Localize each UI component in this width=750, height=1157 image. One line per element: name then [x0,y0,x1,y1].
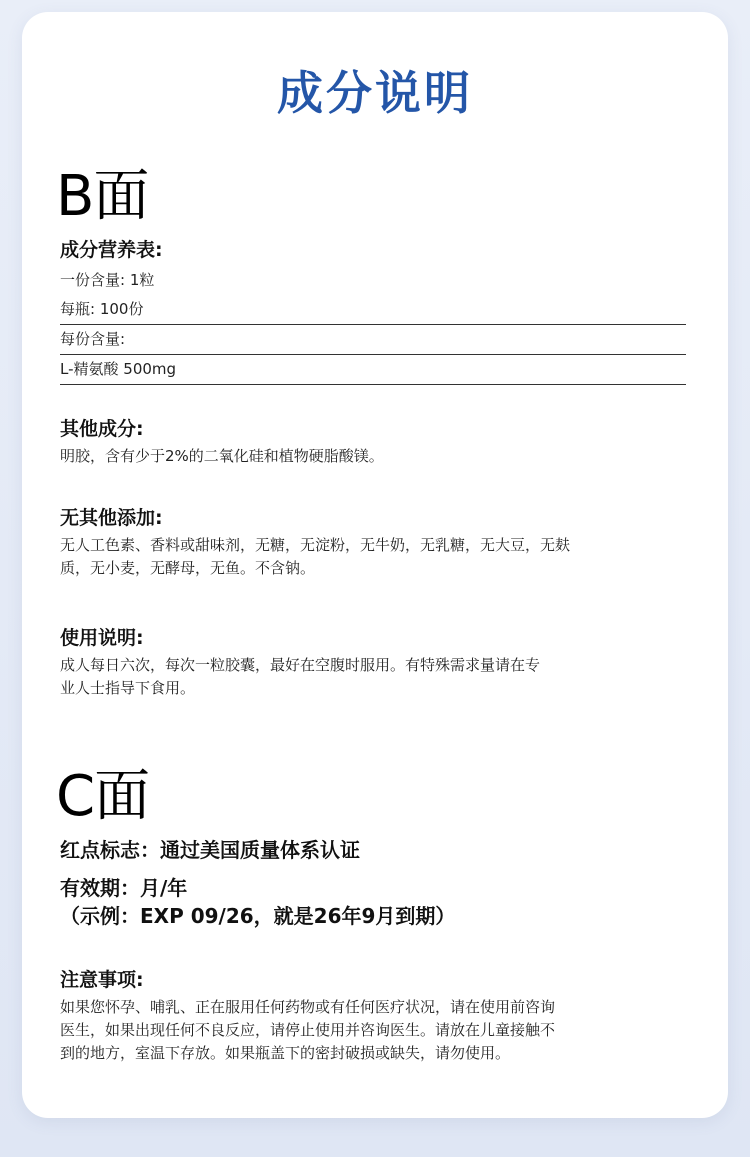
notice-line: 到的地方，室温下存放。如果瓶盖下的密封破损或缺失，请勿使用。 [60,1044,511,1062]
face-b-title: B面 [56,164,149,229]
usage-line: 业人士指导下食用。 [60,679,196,697]
usage-heading: 使用说明: [60,627,144,649]
redmark-text: 红点标志：通过美国质量体系认证 [60,838,360,862]
nutrition-row: 每份含量: [60,325,686,355]
nutrition-row: 每瓶: 100份 [60,295,686,325]
no-additives-section [60,506,700,580]
notice-line: 医生，如果出现任何不良反应，请停止使用并咨询医生。请放在儿童接触不 [60,1021,556,1039]
expiry-example-text: （示例：EXP 09/26，就是26年9月到期） [60,904,456,928]
nutrition-section [60,238,700,385]
notice-heading: 注意事项: [60,969,144,991]
redmark-section [60,836,700,864]
notice-line: 如果您怀孕、哺乳、正在服用任何药物或有任何医疗状况，请在使用前咨询 [60,998,556,1016]
other-ingredients-section [60,417,700,468]
nutrition-heading: 成分营养表: [60,239,163,261]
expiry-text: 有效期：月/年 [60,876,188,900]
usage-section [60,626,700,700]
nutrition-row: L-精氨酸 500mg [60,355,686,385]
usage-line: 成人每日六次，每次一粒胶囊，最好在空腹时服用。有特殊需求量请在专 [60,656,541,674]
content-card [22,12,728,1118]
other-ingredients-heading: 其他成分: [60,418,144,440]
no-additives-line: 无人工色素、香料或甜味剂，无糖，无淀粉，无牛奶，无乳糖，无大豆，无麸 [60,536,571,554]
page-title: 成分说明 [277,66,473,120]
expiry-section [60,874,700,930]
face-c-title: C面 [56,764,150,829]
no-additives-line: 质，无小麦，无酵母，无鱼。不含钠。 [60,559,316,577]
no-additives-heading: 无其他添加: [60,507,163,529]
nutrition-row: 一份含量: 1粒 [60,271,155,289]
notice-section [60,968,700,1065]
other-ingredients-text: 明胶，含有少于2%的二氧化硅和植物硬脂酸镁。 [60,447,384,465]
